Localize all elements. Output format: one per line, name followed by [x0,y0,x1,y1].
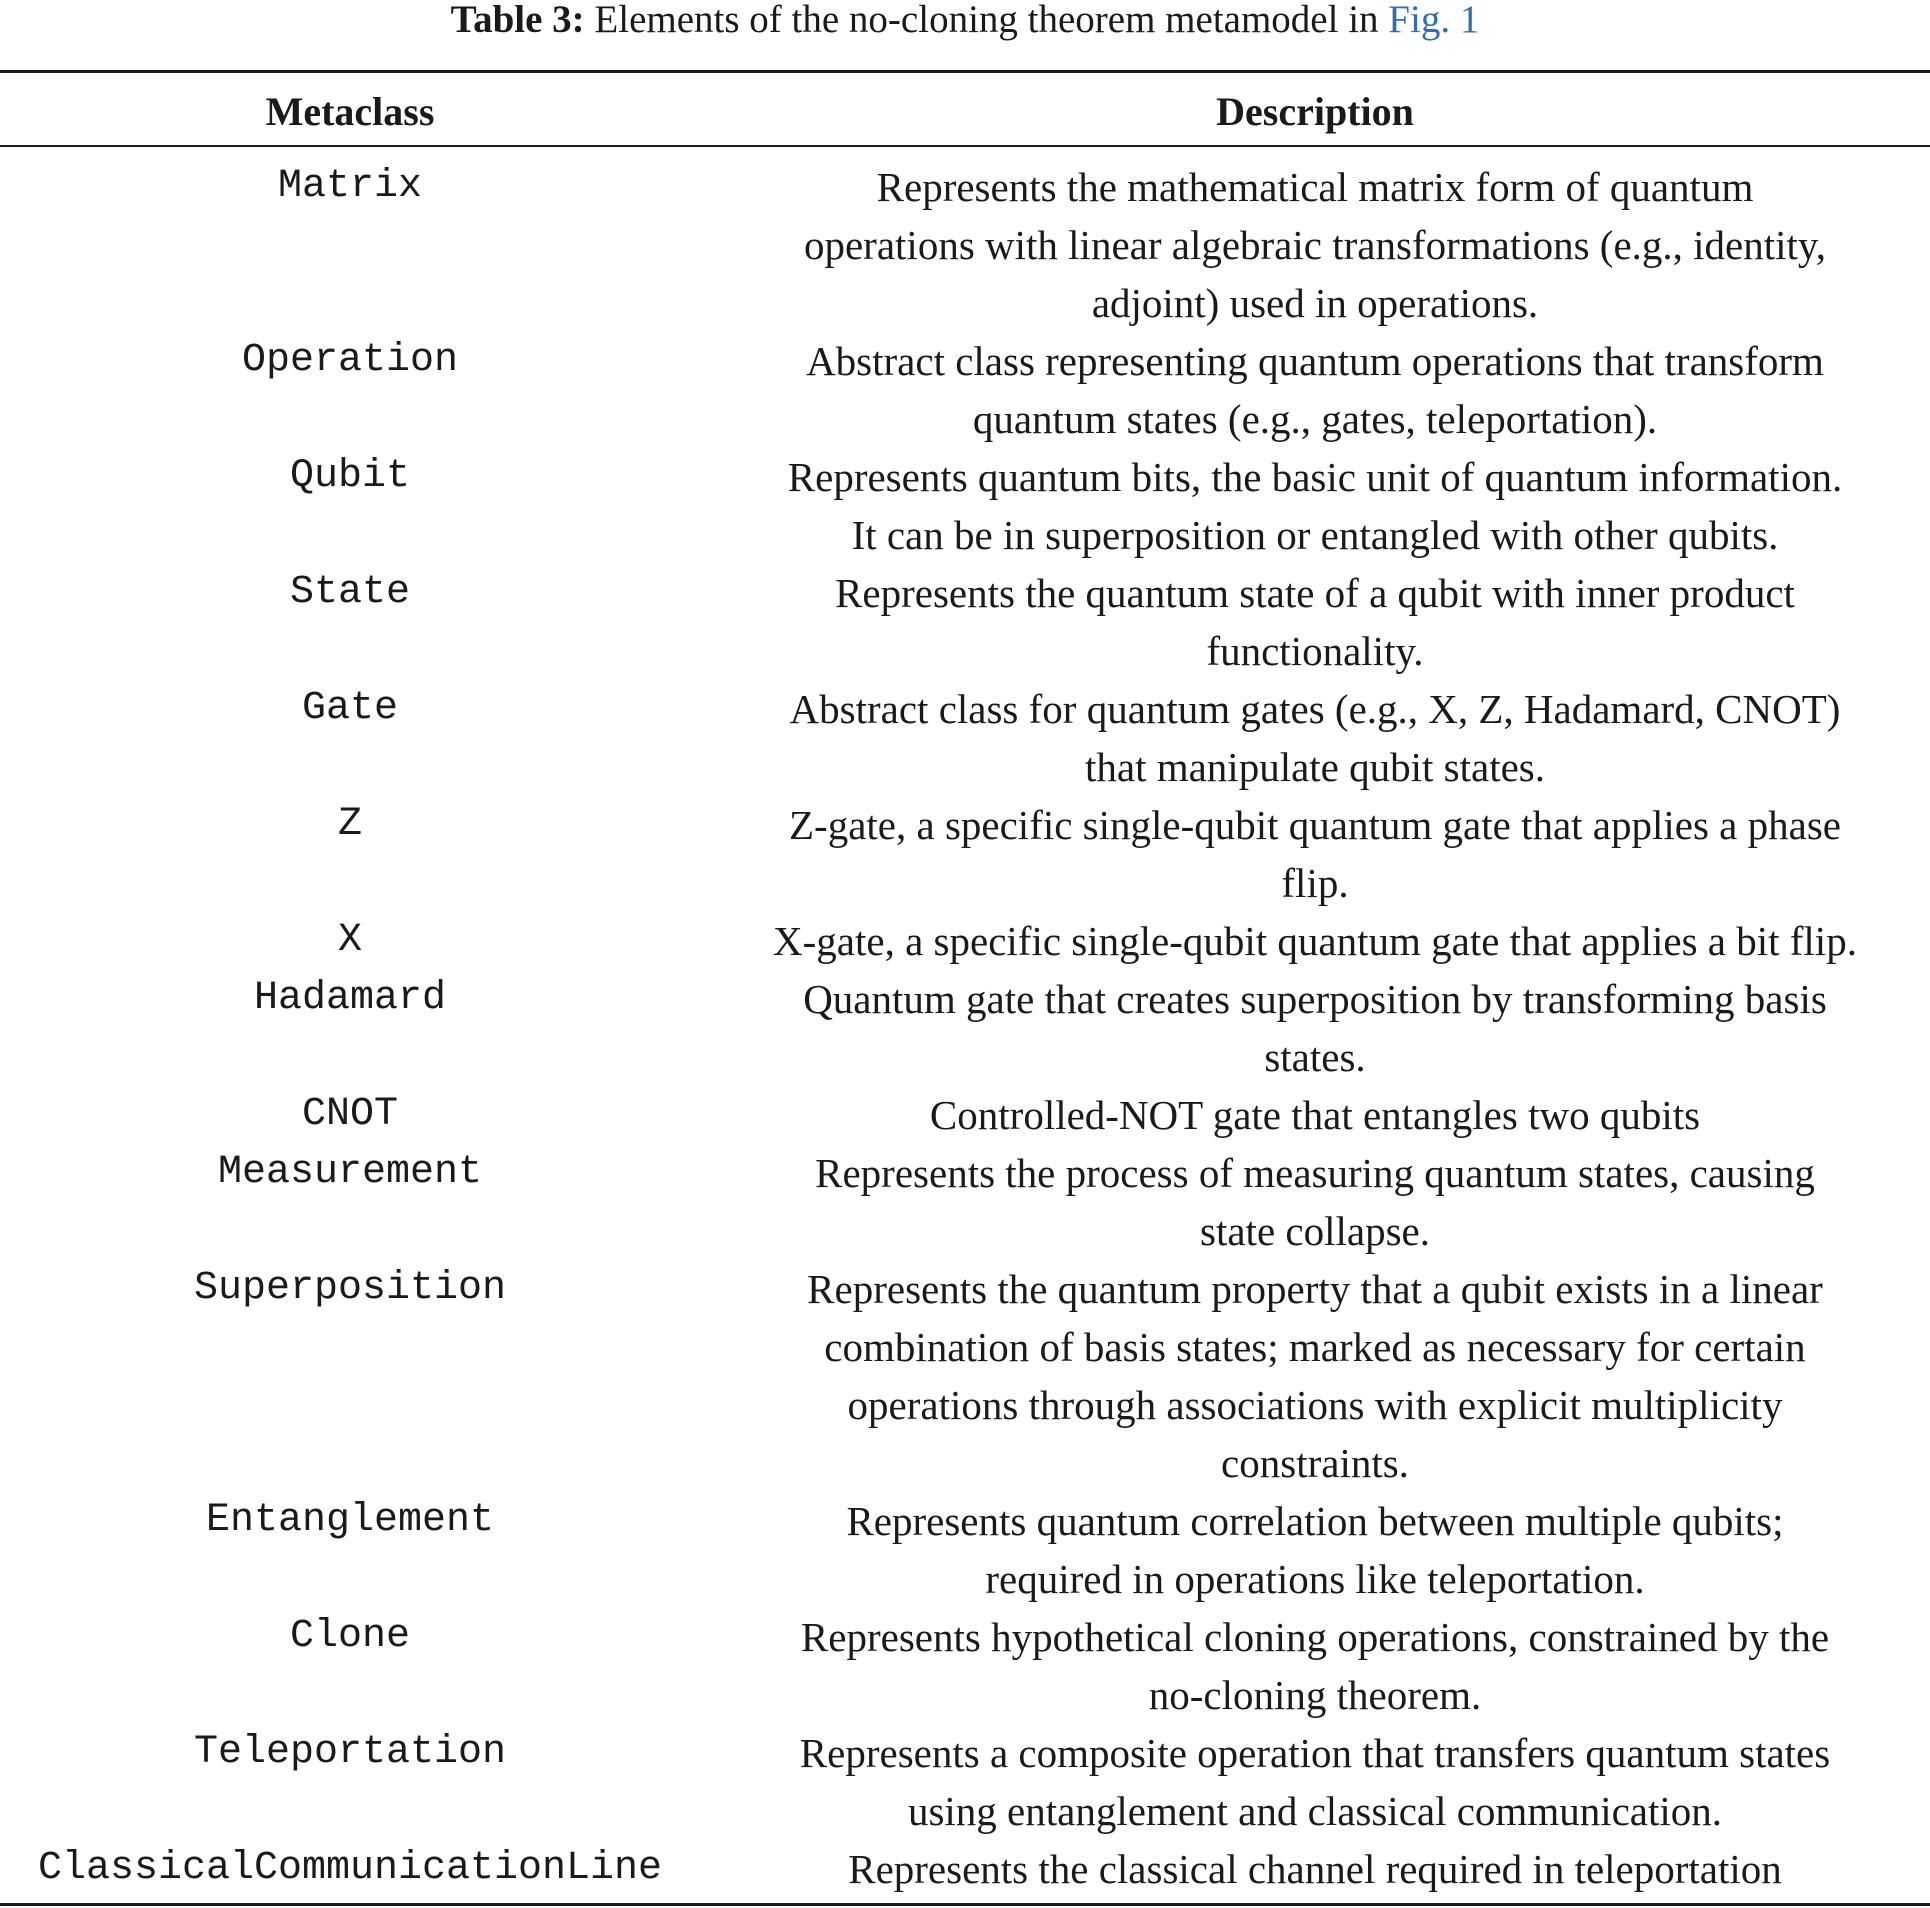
description-cell [700,1086,1930,1144]
caption-label: Table 3: [450,0,585,41]
bottom-rule [0,1903,1930,1906]
table-row [0,680,1930,796]
table-row [0,1086,1930,1144]
table-row [0,158,1930,332]
description-line: Represents quantum correlation between multiple qubits; [846,1498,1784,1544]
description-line: Z-gate, a specific single-qubit quantum gate that applies a phase [789,802,1841,848]
description-line: operations through associations with explicit multiplicity [847,1382,1783,1428]
description-line: states. [1264,1034,1366,1080]
description-cell [700,970,1930,1086]
metaclass-cell: ClassicalCommunicationLine [37,1846,663,1891]
description-line: required in operations like teleportation. [985,1556,1645,1602]
table-row [0,564,1930,680]
description-cell [700,1724,1930,1840]
description-line: X-gate, a specific single-qubit quantum gate that applies a bit flip. [773,918,1857,964]
description-line: Represents a composite operation that transfers quantum states [799,1730,1831,1776]
description-line: Represents the classical channel required in teleportation [848,1846,1782,1892]
metaclass-cell: Teleportation [193,1730,507,1775]
description-cell [700,448,1930,564]
description-line: Quantum gate that creates superposition by transforming basis [803,976,1827,1022]
table-row [0,970,1930,1086]
description-line: Represents the quantum property that a qubit exists in a linear [807,1266,1823,1312]
table-row [0,332,1930,448]
header-metaclass: Metaclass [265,89,435,134]
description-line: It can be in superposition or entangled with other qubits. [851,512,1779,558]
description-line: Represents quantum bits, the basic unit of quantum information. [787,454,1843,500]
table-row [0,1840,1930,1898]
metaclass-cell: Qubit [289,454,411,499]
description-cell [700,1260,1930,1492]
description-line: functionality. [1206,628,1424,674]
description-line: Represents the mathematical matrix form of quantum [876,164,1754,210]
table-row [0,1492,1930,1608]
description-cell [700,1144,1930,1260]
metaclass-cell: Operation [241,338,459,383]
metaclass-cell: Measurement [217,1150,483,1195]
table-row [0,448,1930,564]
description-line: state collapse. [1200,1208,1430,1254]
description-line: Abstract class representing quantum operations that transform [806,338,1824,384]
table-row [0,796,1930,912]
description-cell [700,680,1930,796]
description-line: adjoint) used in operations. [1091,280,1539,326]
description-line: Represents the quantum state of a qubit with inner product [835,570,1795,616]
description-cell [700,912,1930,970]
description-cell [700,332,1930,448]
description-cell [700,1492,1930,1608]
description-line: no-cloning theorem. [1148,1672,1482,1718]
description-line: Represents hypothetical cloning operations, constrained by the [800,1614,1830,1660]
table-caption [0,0,1930,40]
metaclass-cell: Hadamard [253,976,447,1021]
metaclass-cell: State [289,570,411,615]
metaclass-cell: Entanglement [205,1498,495,1543]
table-body [0,158,1930,1898]
header-rule [0,145,1930,147]
metaclass-cell: Gate [301,686,398,731]
table-row [0,912,1930,970]
description-line: combination of basis states; marked as necessary for certain [824,1324,1806,1370]
table-row [0,1260,1930,1492]
description-cell [700,796,1930,912]
metaclass-cell: X [337,918,362,963]
top-rule [0,70,1930,73]
description-line: Represents the process of measuring quantum states, causing [815,1150,1815,1196]
metaclass-cell: Matrix [277,164,423,209]
description-cell [700,1608,1930,1724]
metaclass-cell: CNOT [301,1092,398,1137]
description-line: using entanglement and classical communication. [907,1788,1723,1834]
description-cell [700,1840,1930,1898]
description-line: Abstract class for quantum gates (e.g., X, Z, Hadamard, CNOT) [789,686,1841,732]
description-line: operations with linear algebraic transformations (e.g., identity, [803,222,1827,268]
description-cell [700,564,1930,680]
header-description: Description [1216,89,1414,134]
metaclass-table [0,158,1930,1898]
description-line: flip. [1281,860,1349,906]
table-row [0,1608,1930,1724]
description-line: quantum states (e.g., gates, teleportation). [972,396,1658,442]
metaclass-cell: Z [337,802,362,847]
description-cell [700,158,1930,332]
table-row [0,1724,1930,1840]
description-line: Controlled-NOT gate that entangles two qubits [929,1092,1701,1138]
table-row [0,1144,1930,1260]
caption-text: Elements of the no-cloning theorem metamodel in [594,0,1379,41]
description-line: constraints. [1221,1440,1409,1486]
metaclass-cell: Clone [289,1614,411,1659]
description-line: that manipulate qubit states. [1084,744,1545,790]
figure-link[interactable]: Fig. 1 [1388,0,1480,41]
metaclass-cell: Superposition [193,1266,507,1311]
